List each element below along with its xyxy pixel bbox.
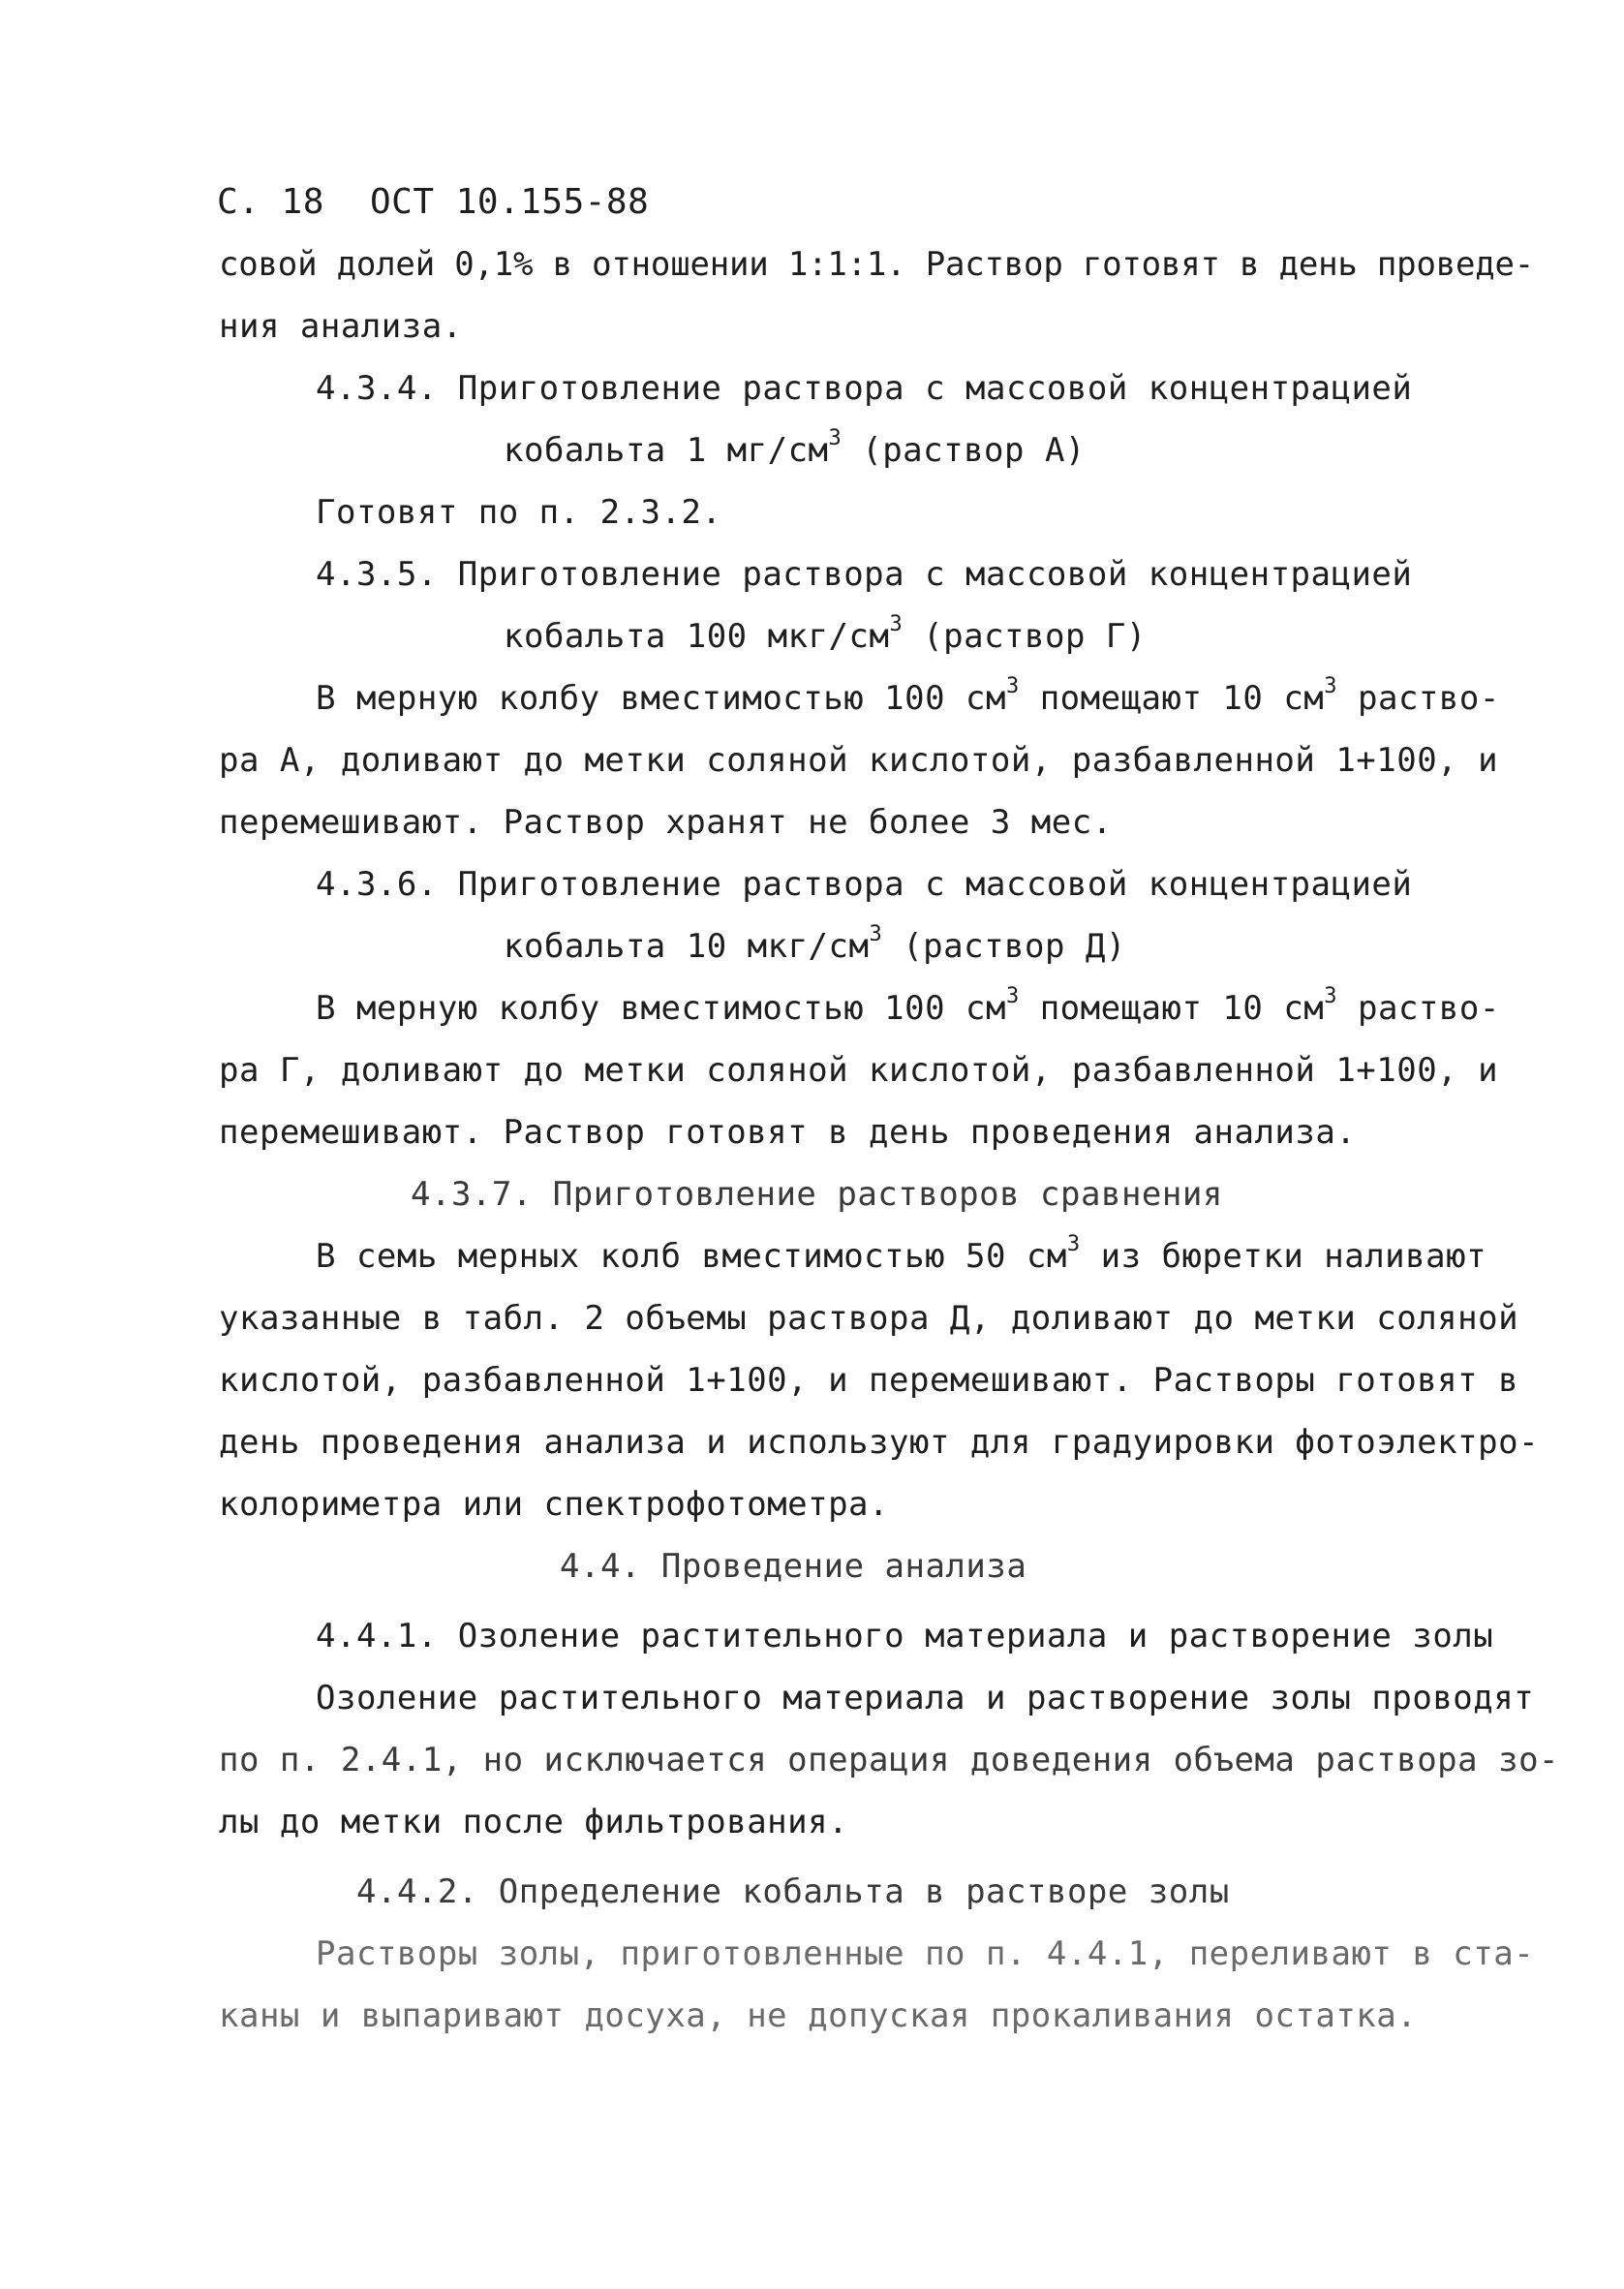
text-line: Озоление растительного материала и растворение золы проводят [316, 1679, 1535, 1717]
text-line: перемешивают. Раствор хранят не более 3 мес. [219, 803, 1113, 842]
text-line: перемешивают. Раствор готовят в день проведения анализа. [219, 1113, 1357, 1152]
section-heading-4-4-2: 4.4.2. Определение кобальта в растворе золы [356, 1872, 1230, 1911]
section-heading-4-4-1: 4.4.1. Озоление растительного материала и растворение золы [316, 1617, 1494, 1655]
heading-text: кобальта 10 мкг/см [504, 927, 870, 966]
section-heading-4-3-4: 4.3.4. Приготовление раствора с массовой концентрацией [316, 369, 1413, 408]
superscript: 3 [1066, 1232, 1081, 1256]
heading-text: (раствор Г) [903, 617, 1147, 656]
section-heading-4-4: 4.4. Проведение анализа [560, 1547, 1027, 1586]
heading-text: кобальта 100 мкг/см [504, 617, 890, 656]
superscript: 3 [1005, 984, 1020, 1008]
text-line [316, 674, 1500, 718]
section-heading-4-3-5-cont [504, 612, 1147, 656]
superscript: 3 [869, 922, 883, 946]
superscript: 3 [1005, 674, 1020, 698]
text-line [316, 984, 1500, 1028]
section-heading-4-3-4-cont [504, 426, 1086, 470]
text-fragment: из бюретки наливают [1080, 1237, 1487, 1276]
text-fragment: В мерную колбу вместимостью 100 см [316, 989, 1006, 1028]
superscript: 3 [1324, 674, 1338, 698]
section-heading-4-3-7: 4.3.7. Приготовление растворов сравнения [411, 1175, 1223, 1214]
text-fragment: раство- [1337, 989, 1500, 1028]
text-line: ния анализа. [219, 307, 463, 346]
superscript: 3 [889, 612, 904, 636]
text-line [316, 1232, 1487, 1276]
heading-text: (раствор Д) [882, 927, 1126, 966]
text-line: каны и выпаривают досуха, не допуская прокаливания остатка. [219, 1996, 1418, 2035]
text-fragment: помещают 10 см [1019, 679, 1325, 718]
text-line: Готовят по п. 2.3.2. [316, 493, 722, 532]
text-line: день проведения анализа и используют для градуировки фотоэлектро- [219, 1423, 1540, 1462]
page-number: С. 18 [217, 182, 324, 222]
text-line: ра А, доливают до метки соляной кислотой, разбавленной 1+100, и [219, 741, 1499, 780]
standard-designation: ОСТ 10.155-88 [370, 182, 650, 222]
section-heading-4-3-6-cont [504, 922, 1126, 966]
text-line: лы до метки после фильтрования. [219, 1803, 849, 1841]
text-line: колориметра или спектрофотометра. [219, 1485, 890, 1524]
text-fragment: В семь мерных колб вместимостью 50 см [316, 1237, 1067, 1276]
heading-text: кобальта 1 мг/см [504, 431, 829, 470]
text-line: совой долей 0,1% в отношении 1:1:1. Раствор готовят в день проведе- [219, 245, 1535, 284]
section-heading-4-3-5: 4.3.5. Приготовление раствора с массовой концентрацией [316, 555, 1413, 594]
section-heading-4-3-6: 4.3.6. Приготовление раствора с массовой концентрацией [316, 865, 1413, 904]
text-line: кислотой, разбавленной 1+100, и перемешивают. Растворы готовят в [219, 1361, 1519, 1400]
text-line: ра Г, доливают до метки соляной кислотой, разбавленной 1+100, и [219, 1051, 1499, 1090]
superscript: 3 [1324, 984, 1338, 1008]
text-line: Растворы золы, приготовленные по п. 4.4.1, переливают в ста- [316, 1934, 1535, 1973]
superscript: 3 [828, 426, 843, 450]
text-fragment: раство- [1337, 679, 1500, 718]
text-line: по п. 2.4.1, но исключается операция доведения объема раствора зо- [219, 1741, 1560, 1779]
text-fragment: В мерную колбу вместимостью 100 см [316, 679, 1006, 718]
text-line: указанные в табл. 2 объемы раствора Д, доливают до метки соляной [219, 1299, 1519, 1338]
text-fragment: помещают 10 см [1019, 989, 1325, 1028]
heading-text: (раствор А) [842, 431, 1086, 470]
